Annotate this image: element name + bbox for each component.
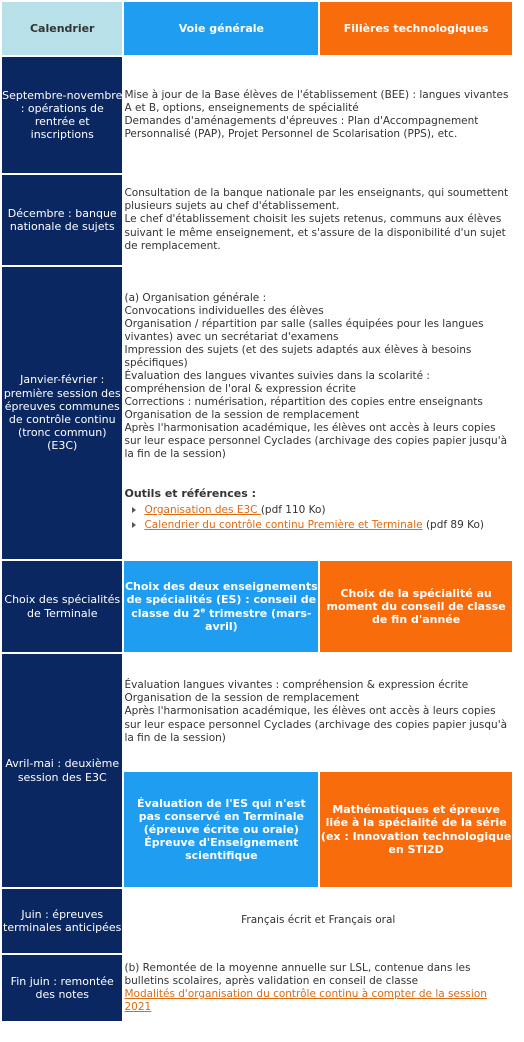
link-calendrier-controle-continu[interactable]: Calendrier du contrôle continu Première et Terminale <box>144 518 423 531</box>
reference-list <box>124 504 512 532</box>
text-line: Organisation / répartition par salle (salles équipées pour les langues vivantes) avec un secrétariat d'examens <box>124 318 484 344</box>
triangle-bullet-icon <box>132 522 136 528</box>
row-septembre <box>2 57 512 173</box>
row-label-decembre: Décembre : banque nationale de sujets <box>2 175 122 265</box>
text-line: Après l'harmonisation académique, les élèves ont accès à leurs copies sur leur espace personnel Cyclades (archivage des copies papier jusqu'à la fin de la session) <box>124 705 508 744</box>
row-label-juin: Juin : épreuves terminales anticipées <box>2 889 122 953</box>
triangle-bullet-icon <box>132 507 136 513</box>
choix-filieres-techno: Choix de la spécialité au moment du conseil de classe de fin d'année <box>320 561 512 652</box>
choix-voie-generale <box>124 561 318 652</box>
link-modalites-controle-continu[interactable]: Modalités d'organisation du contrôle continu à compter de la session 2021 <box>124 988 487 1014</box>
reference-item <box>132 504 512 517</box>
row-content-avril <box>124 654 512 770</box>
row-label-fin-juin: Fin juin : remontée des notes <box>2 955 122 1021</box>
row-fin-juin <box>2 955 512 1021</box>
reference-item <box>132 519 512 532</box>
text-line: Évaluation des langues vivantes suivies dans la scolarité : compréhension de l'oral & expression écrite <box>124 370 430 396</box>
text-line: Organisation de la session de remplacement <box>124 409 360 422</box>
row-juin <box>2 889 512 953</box>
row-content-janvier <box>124 267 512 559</box>
choix-vg-text: Choix des deux enseignements de spécialités (ES) : conseil de classe du 2 <box>124 580 318 620</box>
text-line: (b) Remontée de la moyenne annuelle sur LSL, contenue dans les bulletins scolaires, après validation en conseil de classe <box>124 961 471 987</box>
juin-text: Français écrit et Français oral <box>241 914 396 927</box>
header-calendar: Calendrier <box>2 2 122 55</box>
text-line: Le chef d'établissement choisit les sujets retenus, communs aux élèves suivant le même enseignement, et s'assure de la disponibilité d'un sujet de remplacement. <box>124 213 506 252</box>
row-label-choix: Choix des spécialités de Terminale <box>2 561 122 652</box>
file-size: (pdf 110 Ko) <box>260 503 326 516</box>
header-filieres-techno: Filières technologiques <box>320 2 512 55</box>
avril-voie-generale: Évaluation de l'ES qui n'est pas conservé en Terminale (épreuve écrite ou orale) Épreuve d'Enseignement scientifique <box>124 772 318 887</box>
text-line: Corrections : numérisation, répartition des copies entre enseignants <box>124 396 483 409</box>
text-line: Organisation de la session de remplacement <box>124 692 360 705</box>
header-voie-generale: Voie générale <box>124 2 318 55</box>
text-line: Consultation de la banque nationale par les enseignants, qui soumettent plusieurs sujets au chef d'établissement. <box>124 187 509 213</box>
file-size: (pdf 89 Ko) <box>422 518 484 531</box>
row-content-septembre <box>124 57 512 173</box>
text-line: Convocations individuelles des élèves <box>124 305 324 318</box>
row-choix <box>2 561 512 652</box>
superscript: e <box>200 605 206 614</box>
text-line: Mise à jour de la Base élèves de l'établissement (BEE) : langues vivantes A et B, options, enseignements de spécialité <box>124 88 509 114</box>
text-line: Impression des sujets (et des sujets adaptés aux élèves à besoins spécifiques) <box>124 344 472 370</box>
row-content-fin-juin <box>124 955 512 1021</box>
tools-title: Outils et références : <box>124 487 256 501</box>
row-content-juin <box>124 889 512 953</box>
row-decembre <box>2 175 512 265</box>
link-organisation-e3c[interactable]: Organisation des E3C <box>144 503 261 516</box>
row-content-decembre <box>124 175 512 265</box>
text-line: Évaluation langues vivantes : compréhension & expression écrite <box>124 679 469 692</box>
row-avril-top <box>2 654 512 770</box>
choix-vg-text-end: trimestre (mars-avril) <box>205 606 312 633</box>
text-line: (a) Organisation générale : <box>124 292 267 305</box>
row-label-janvier: Janvier-février : première session des épreuves communes de contrôle continu (tronc commun) (E3C) <box>2 267 122 559</box>
row-label-avril: Avril-mai : deuxième session des E3C <box>2 654 122 887</box>
text-line: Après l'harmonisation académique, les élèves ont accès à leurs copies sur leur espace personnel Cyclades (archivage des copies papier jusqu'à la fin de la session) <box>124 422 508 461</box>
spacer <box>124 461 512 487</box>
header-row <box>2 2 512 55</box>
row-label-septembre: Septembre-novembre : opérations de rentrée et inscriptions <box>2 57 122 173</box>
row-janvier <box>2 267 512 559</box>
avril-filieres-techno: Mathématiques et épreuve liée à la spécialité de la série (ex : Innovation technologique en STI2D <box>320 772 512 887</box>
text-line: Demandes d'aménagements d'épreuves : Plan d'Accompagnement Personnalisé (PAP), Projet Personnel de Scolarisation (PPS), etc. <box>124 115 479 141</box>
